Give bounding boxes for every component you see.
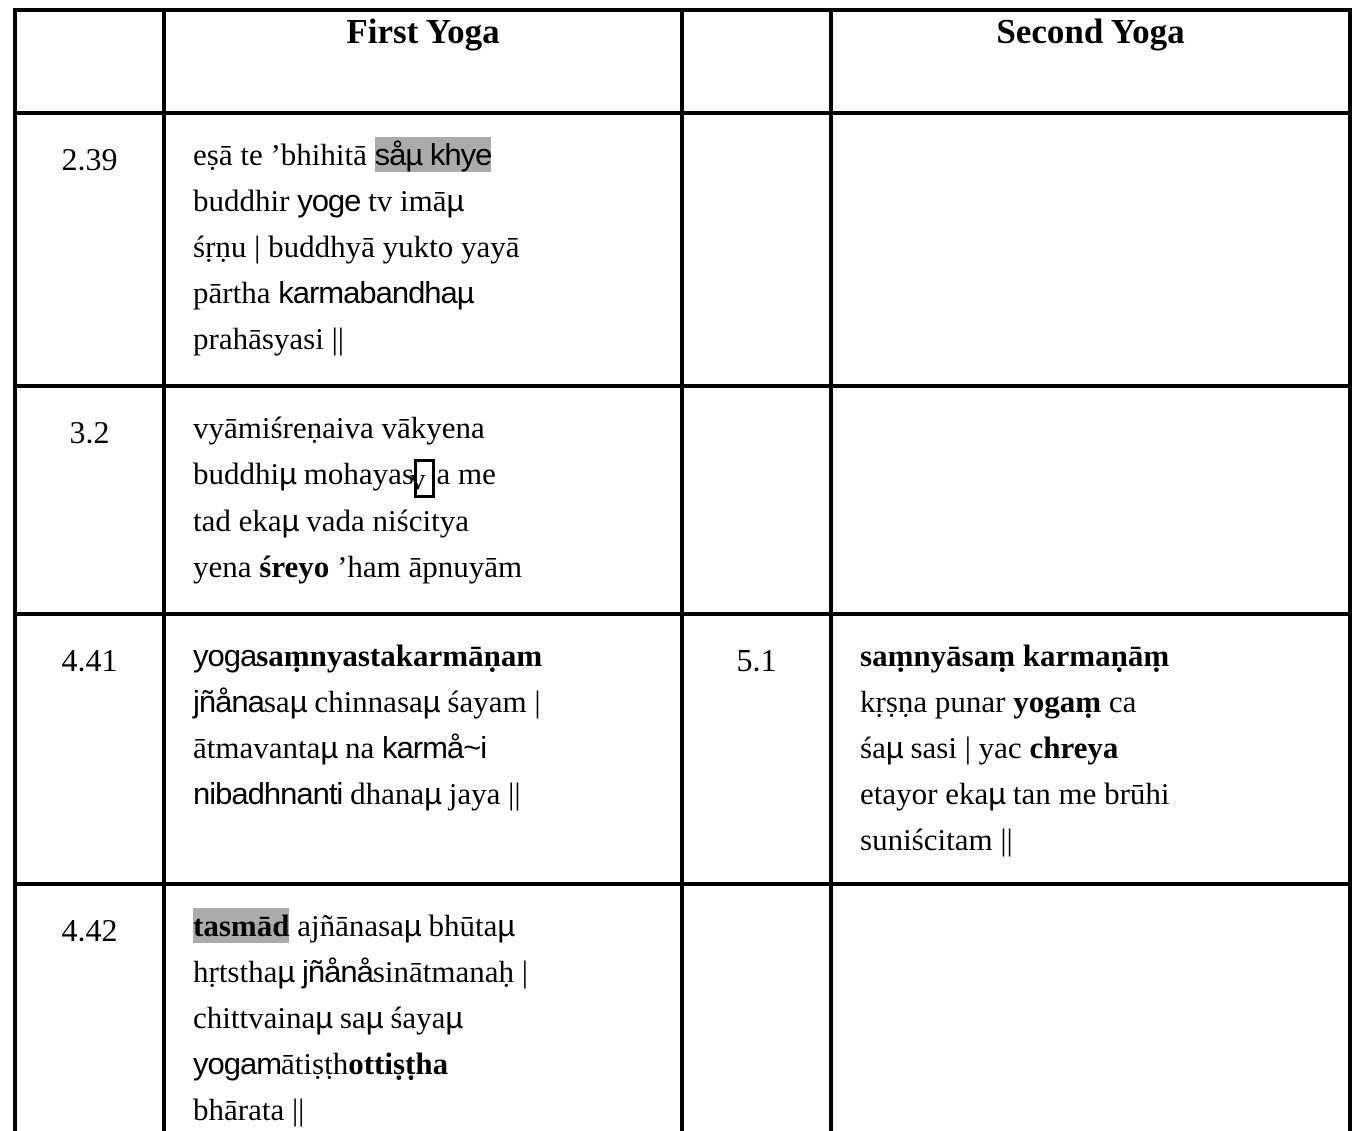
verse-segment: saṃnyastakarmāṇam bbox=[256, 638, 543, 673]
verse-segment: µ bbox=[403, 908, 421, 943]
verse-segment: eṣā te ’bhihitā bbox=[193, 137, 375, 172]
verse-segment: nibadhnanti bbox=[193, 776, 343, 811]
verse-line bbox=[193, 1041, 672, 1087]
table-row bbox=[15, 614, 1350, 884]
verse-segment bbox=[294, 954, 302, 989]
verse-segment: buddhir bbox=[193, 183, 298, 218]
verse-number-cell: 3.2 bbox=[15, 386, 164, 614]
header-row bbox=[15, 10, 1350, 113]
verse-segment: ottiṣṭha bbox=[348, 1046, 449, 1081]
verse-segment: µ bbox=[885, 730, 903, 765]
verse-segment: jñåna bbox=[193, 684, 264, 719]
verse-number-cell: 4.42 bbox=[15, 884, 164, 1131]
verse-segment: saṃnyāsaṃ karmaṇāṃ bbox=[860, 638, 1170, 673]
verse-line bbox=[193, 498, 672, 544]
verse-segment: ātiṣṭh bbox=[281, 1046, 349, 1081]
verse-line bbox=[193, 725, 672, 771]
verse-segment: bhārata || bbox=[193, 1092, 305, 1127]
verse-segment: śṛṇu | buddhyā yukto yayā bbox=[193, 229, 520, 264]
verse-segment: etayor eka bbox=[860, 776, 989, 811]
verse-segment: µ bbox=[281, 503, 299, 538]
verse-segment: µ bbox=[424, 776, 441, 811]
verse-segment: sa bbox=[332, 1000, 366, 1035]
verse-line bbox=[860, 679, 1340, 725]
verse-segment: yoge bbox=[297, 183, 361, 218]
verse-segment: dhana bbox=[342, 776, 425, 811]
verse-number-cell bbox=[682, 884, 831, 1131]
verse-segment: ātmavanta bbox=[193, 730, 321, 765]
verse-segment: ajñānasa bbox=[289, 908, 404, 943]
verse-segment: yena bbox=[193, 549, 260, 584]
verse-segment: bhūta bbox=[420, 908, 498, 943]
verse-line bbox=[193, 316, 672, 362]
verse-segment: sa bbox=[263, 684, 290, 719]
verse-line bbox=[193, 405, 672, 451]
verse-segment: µ bbox=[422, 684, 440, 719]
verse-segment: śayam | bbox=[439, 684, 541, 719]
verse-segment: chinnasa bbox=[306, 684, 423, 719]
verse-segment: tasmād bbox=[193, 908, 290, 943]
verse-segment: karmå~i bbox=[382, 730, 487, 765]
verse-number-cell bbox=[682, 386, 831, 614]
verse-line bbox=[193, 1087, 672, 1131]
verse-segment: prahāsyasi || bbox=[193, 321, 345, 356]
verse-segment: śreyo bbox=[259, 549, 330, 584]
verse-segment: µ bbox=[315, 1000, 333, 1035]
verse-line bbox=[193, 679, 672, 725]
verse-line bbox=[860, 817, 1340, 863]
verse-line bbox=[860, 633, 1340, 679]
verse-segment: µ bbox=[497, 908, 515, 943]
verse-segment: µ bbox=[279, 456, 296, 491]
verse-segment: vyāmiśreṇaiva vākyena bbox=[193, 410, 485, 445]
verse-segment: chreya bbox=[1029, 730, 1119, 765]
header-second-yoga: Second Yoga bbox=[831, 10, 1350, 113]
verse-segment: yoga bbox=[193, 638, 257, 673]
table-row bbox=[15, 884, 1350, 1131]
verse-segment: µ bbox=[446, 183, 464, 218]
verse-segment: tad eka bbox=[193, 503, 282, 538]
table-header bbox=[15, 10, 1350, 113]
verse-line bbox=[193, 544, 672, 590]
verse-line bbox=[193, 451, 672, 498]
verse-segment: tan me brūhi bbox=[1005, 776, 1170, 811]
verse-segment: śa bbox=[860, 730, 886, 765]
verse-line bbox=[193, 771, 672, 817]
verse-number-cell: 2.39 bbox=[15, 113, 164, 386]
verse-line bbox=[860, 771, 1340, 817]
verse-segment: vada niścitya bbox=[298, 503, 469, 538]
verse-number-cell: 5.1 bbox=[682, 614, 831, 884]
verse-line bbox=[860, 725, 1340, 771]
verse-segment: µ bbox=[289, 684, 307, 719]
verse-segment: a me bbox=[436, 456, 496, 491]
verse-text-cell bbox=[831, 113, 1350, 386]
verse-segment: µ bbox=[320, 730, 338, 765]
verse-segment: jaya || bbox=[440, 776, 521, 811]
verse-segment: µ bbox=[277, 954, 295, 989]
verse-segment: såµ khye bbox=[374, 137, 492, 172]
verse-segment: pārtha bbox=[193, 275, 279, 310]
header-empty-right-cell bbox=[682, 10, 831, 113]
table-row bbox=[15, 113, 1350, 386]
verse-line bbox=[193, 270, 672, 316]
verse-line bbox=[193, 995, 672, 1041]
verse-text-cell bbox=[831, 614, 1350, 884]
verse-segment: śaya bbox=[382, 1000, 446, 1035]
table-row bbox=[15, 386, 1350, 614]
verse-segment: yogaṃ bbox=[1013, 684, 1102, 719]
verse-segment: yogam bbox=[193, 1046, 282, 1081]
table-body bbox=[15, 113, 1350, 1131]
verse-segment: buddhi bbox=[193, 456, 280, 491]
verse-comparison-table bbox=[13, 8, 1352, 1131]
verse-number-cell bbox=[682, 113, 831, 386]
verse-text-cell bbox=[164, 884, 682, 1131]
verse-text-cell bbox=[831, 884, 1350, 1131]
verse-segment: kṛṣṇa punar bbox=[860, 684, 1014, 719]
verse-segment: µ bbox=[988, 776, 1006, 811]
verse-segment: tv imā bbox=[360, 183, 447, 218]
verse-segment: ’ham āpnuyām bbox=[329, 549, 523, 584]
verse-segment: µ bbox=[445, 1000, 463, 1035]
verse-line bbox=[193, 903, 672, 949]
verse-segment: mohayas bbox=[296, 456, 414, 491]
verse-segment: jñånå bbox=[302, 954, 373, 989]
verse-segment: sinātmanaḥ | bbox=[372, 954, 528, 989]
verse-text-cell bbox=[831, 386, 1350, 614]
verse-number-cell: 4.41 bbox=[15, 614, 164, 884]
missing-glyph-box: v bbox=[414, 459, 436, 498]
verse-segment: karmabandhaµ bbox=[278, 275, 474, 310]
verse-segment: ca bbox=[1101, 684, 1137, 719]
verse-segment: suniścitam || bbox=[860, 822, 1013, 857]
header-first-yoga: First Yoga bbox=[164, 10, 682, 113]
verse-text-cell bbox=[164, 113, 682, 386]
verse-line bbox=[193, 949, 672, 995]
verse-segment: hṛtstha bbox=[193, 954, 278, 989]
verse-line bbox=[193, 132, 672, 178]
verse-segment: sasi | yac bbox=[902, 730, 1030, 765]
verse-line bbox=[193, 633, 672, 679]
verse-segment: µ bbox=[365, 1000, 383, 1035]
verse-line bbox=[193, 178, 672, 224]
verse-segment: chittvaina bbox=[193, 1000, 316, 1035]
verse-text-cell bbox=[164, 614, 682, 884]
verse-line bbox=[193, 224, 672, 270]
verse-text-cell bbox=[164, 386, 682, 614]
header-empty-left-cell bbox=[15, 10, 164, 113]
verse-segment: na bbox=[337, 730, 383, 765]
